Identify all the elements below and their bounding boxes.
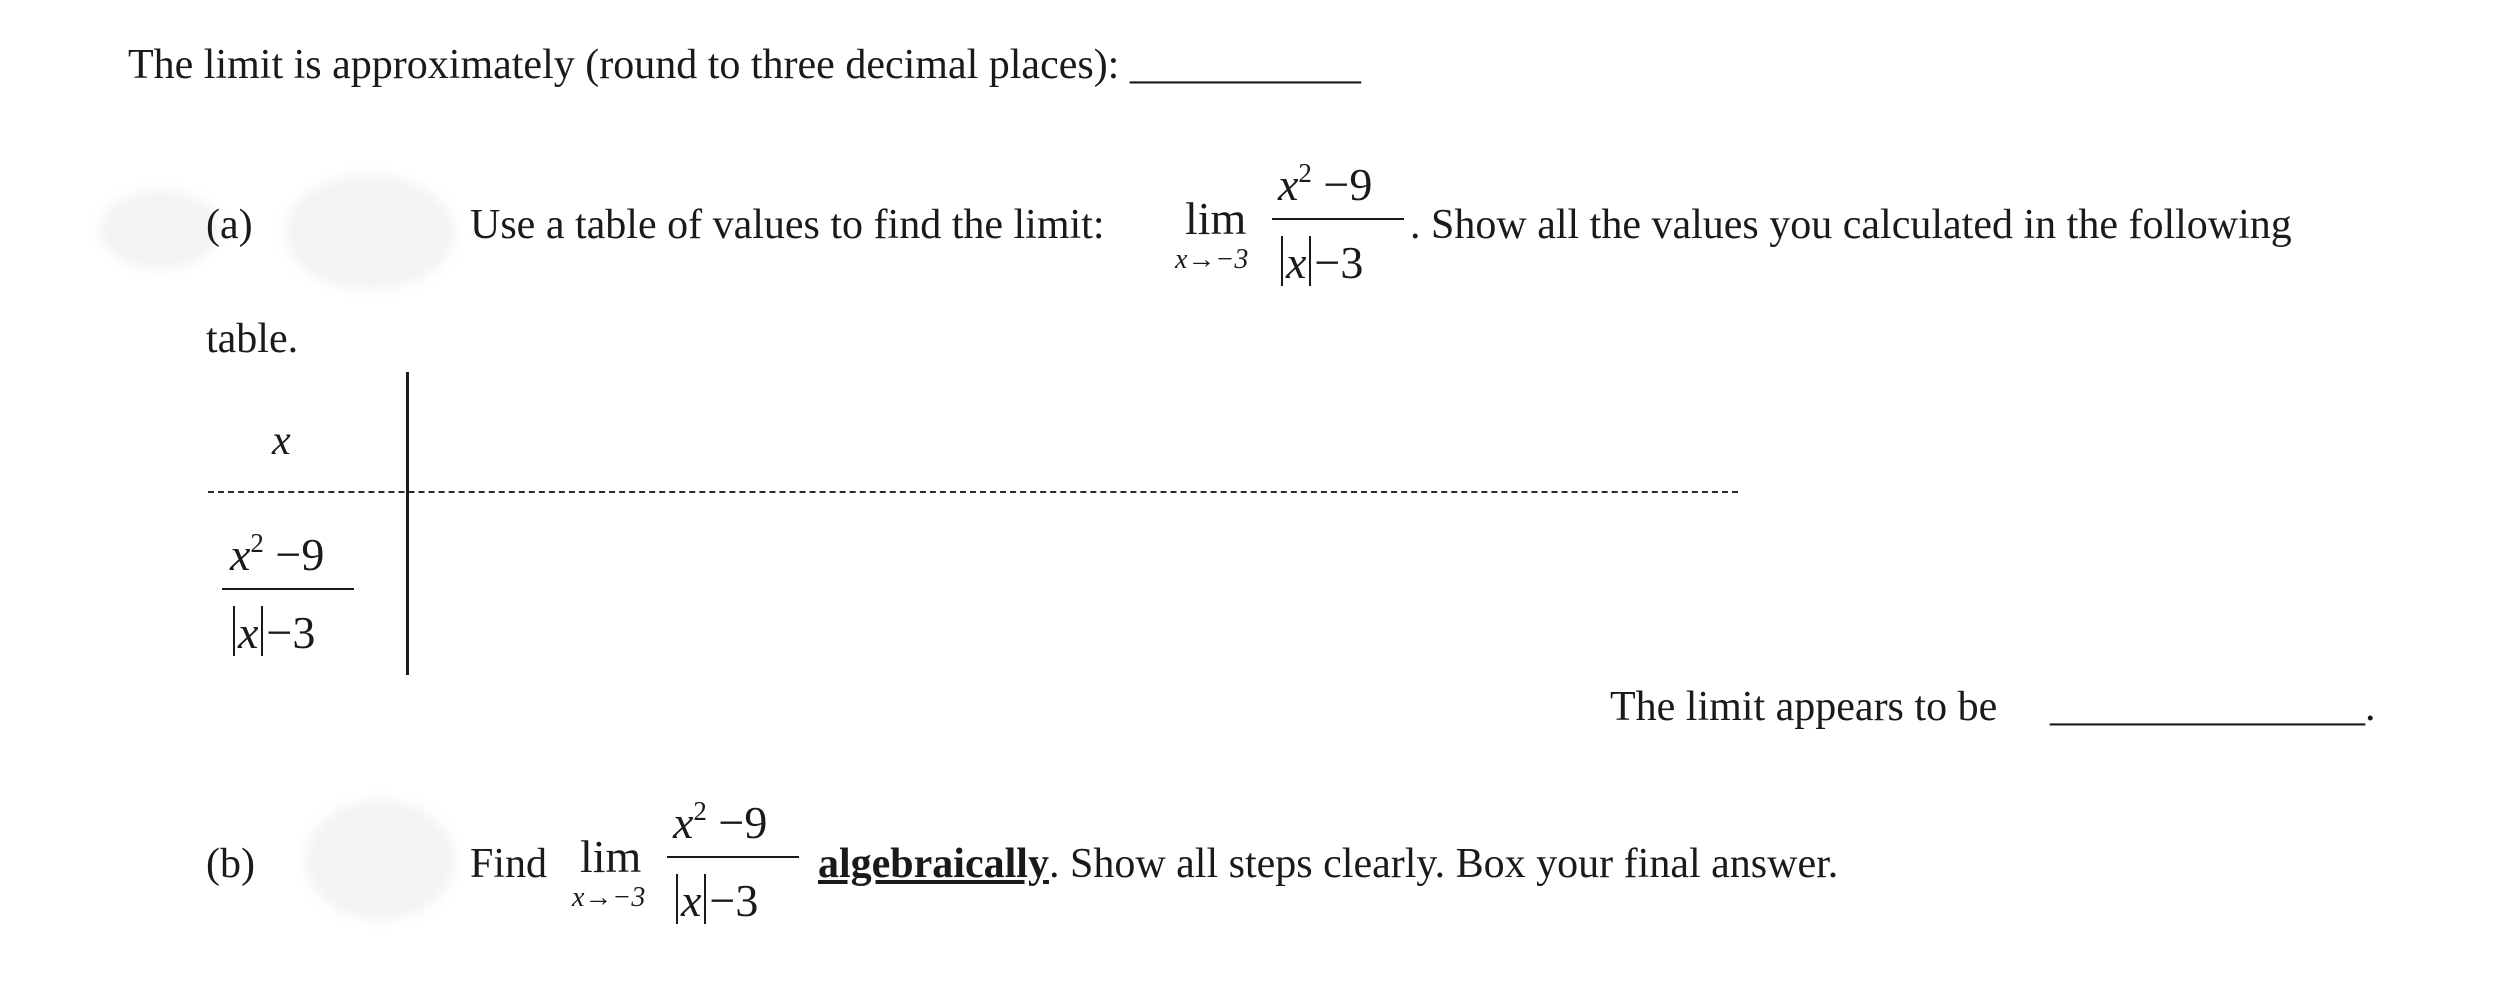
table-x-label: x bbox=[272, 418, 291, 464]
fraction-numerator bbox=[1278, 158, 1373, 210]
limit-appears-blank: _______________. bbox=[2050, 684, 2376, 730]
scan-smudge bbox=[285, 175, 455, 290]
table-dashed-divider bbox=[208, 491, 1738, 493]
table-abs-bar-left bbox=[233, 606, 235, 656]
table-fraction-numerator bbox=[230, 528, 325, 580]
fraction-denominator bbox=[1278, 236, 1363, 286]
scan-smudge bbox=[305, 800, 455, 920]
denominator-variable: x bbox=[681, 875, 702, 926]
table-fraction-denominator bbox=[230, 606, 315, 656]
denominator-rest: −3 bbox=[1314, 237, 1364, 288]
abs-bar-right bbox=[704, 874, 706, 924]
fraction-denominator bbox=[673, 874, 758, 924]
part-b-instructions bbox=[818, 843, 1838, 885]
table-fraction-bar bbox=[222, 588, 354, 590]
part-b-intro: Find bbox=[470, 841, 548, 887]
numerator-rest: −9 bbox=[706, 797, 768, 848]
numerator-exponent: 2 bbox=[693, 796, 707, 826]
lim-word: lim bbox=[1185, 193, 1247, 244]
fraction-numerator bbox=[673, 796, 768, 848]
top-question-text: The limit is approximately (round to three decimal places): bbox=[128, 42, 1120, 88]
abs-bar-left bbox=[1281, 236, 1283, 286]
abs-bar-right bbox=[1309, 236, 1311, 286]
lim-subscript: x→−3 bbox=[1175, 244, 1249, 275]
limit-appears-text: The limit appears to be bbox=[1610, 684, 1998, 730]
fraction-bar bbox=[1272, 218, 1404, 220]
table-vertical-divider bbox=[406, 372, 409, 675]
numerator-exponent: 2 bbox=[1298, 158, 1312, 188]
fraction-bar bbox=[667, 856, 799, 858]
top-answer-blank: ___________ bbox=[1129, 42, 1361, 88]
scan-smudge bbox=[100, 190, 220, 270]
part-b-after-text: . Show all steps clearly. Box your final answer. bbox=[1048, 841, 1839, 887]
lim-subscript: x→−3 bbox=[572, 882, 646, 913]
table-numerator-variable: x bbox=[230, 529, 251, 580]
abs-bar-left bbox=[676, 874, 678, 924]
table-numerator-rest: −9 bbox=[263, 529, 325, 580]
numerator-variable: x bbox=[1278, 159, 1299, 210]
lim-word: lim bbox=[580, 831, 642, 882]
numerator-variable: x bbox=[673, 797, 694, 848]
table-numerator-exponent: 2 bbox=[250, 528, 264, 558]
numerator-rest: −9 bbox=[1311, 159, 1373, 210]
part-a-after-text: . Show all the values you calculated in the following bbox=[1410, 202, 2292, 248]
table-abs-bar-right bbox=[261, 606, 263, 656]
denominator-variable: x bbox=[1286, 237, 1307, 288]
table-denominator-rest: −3 bbox=[266, 607, 316, 658]
algebraically-emphasis: algebraically bbox=[818, 841, 1049, 887]
top-question bbox=[128, 44, 1361, 86]
part-a-continuation: table. bbox=[206, 316, 299, 362]
denominator-rest: −3 bbox=[709, 875, 759, 926]
part-b-label: (b) bbox=[206, 841, 255, 887]
table-denominator-variable: x bbox=[238, 607, 259, 658]
part-a-label: (a) bbox=[206, 202, 253, 248]
part-a-intro: Use a table of values to find the limit: bbox=[470, 202, 1105, 248]
